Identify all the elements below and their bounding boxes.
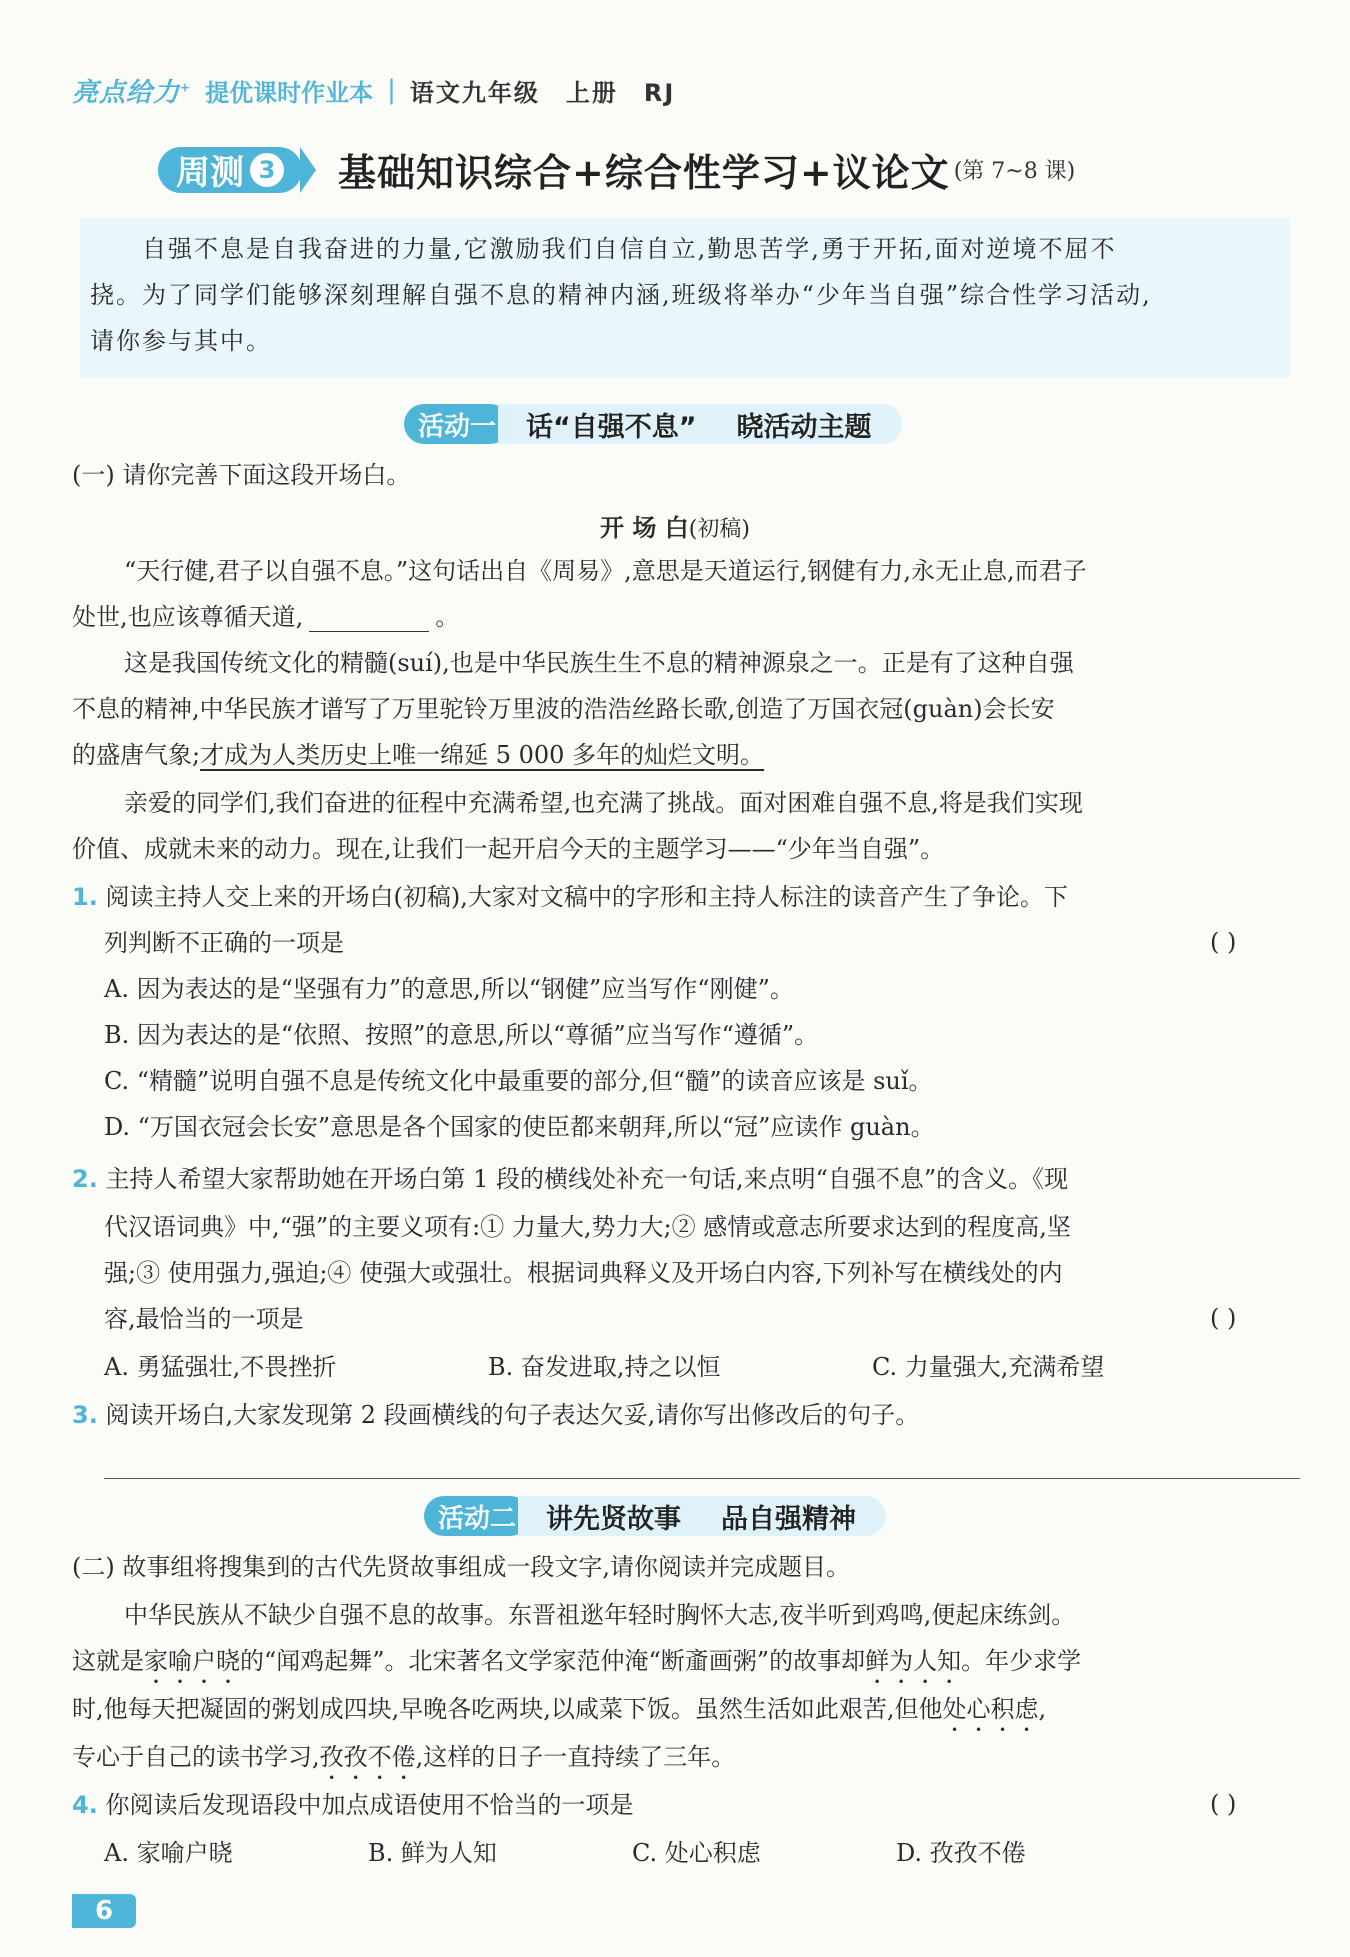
question-2: 2. 主持人希望大家帮助她在开场白第 1 段的横线处补充一句话,来点明“自强不息”的含义。《现 bbox=[72, 1165, 1069, 1193]
draft-para: 价值、成就未来的动力。现在,让我们一起开启今天的主题学习——“少年当自强”。 bbox=[72, 835, 945, 863]
option-d: D. “万国衣冠会长安”意思是各个国家的使臣都来朝拜,所以“冠”应读作 guàn。 bbox=[104, 1113, 935, 1141]
section-heading: (二) 故事组将搜集到的古代先贤故事组成一段文字,请你阅读并完成题目。 bbox=[72, 1553, 850, 1581]
subject-info: 语文九年级 上册 RJ bbox=[409, 78, 676, 107]
header-separator: | bbox=[387, 75, 396, 105]
dotted-idiom: 鲜为人知 bbox=[865, 1647, 962, 1675]
title-text: 基础知识综合+综合性学习+议论文 bbox=[338, 150, 950, 195]
activity-one-banner bbox=[404, 404, 902, 444]
answer-line[interactable] bbox=[104, 1478, 1300, 1479]
option-b: B. 因为表达的是“依照、按照”的意思,所以“尊循”应当写作“遵循”。 bbox=[104, 1021, 819, 1049]
story-para: 时,他每天把凝固的粥划成四块,早晚各吃两块,以咸菜下饭。虽然生活如此艰苦,但他处心积虑, bbox=[72, 1695, 1047, 1723]
activity-name: 话“自强不息” 晓活动主题 bbox=[498, 404, 902, 444]
activity-name: 讲先贤故事 品自强精神 bbox=[518, 1496, 886, 1536]
question-1-line: 列判断不正确的一项是 bbox=[104, 929, 344, 957]
story-para: 专心于自己的读书学习,孜孜不倦,这样的日子一直持续了三年。 bbox=[72, 1743, 736, 1771]
page-header bbox=[72, 70, 701, 110]
intro-line: 挠。为了同学们能够深刻理解自强不息的精神内涵,班级将举办“少年当自强”综合性学习活动, bbox=[90, 281, 1152, 309]
intro-line: 请你参与其中。 bbox=[90, 327, 272, 355]
question-2-line: 容,最恰当的一项是 bbox=[104, 1305, 304, 1333]
series-name: 提优课时作业本 bbox=[205, 78, 374, 107]
draft-para: “天行健,君子以自强不息。”这句话出自《周易》,意思是天道运行,钢健有力,永无止息,而君子 bbox=[124, 557, 1087, 585]
answer-parens[interactable]: ( ) bbox=[1210, 1304, 1237, 1332]
draft-title: 开 场 白(初稿) bbox=[600, 513, 750, 542]
underlined-sentence: 才成为人类历史上唯一绵延 5 000 多年的灿烂文明。 bbox=[200, 741, 765, 769]
question-2-line: 代汉语词典》中,“强”的主要义项有:① 力量大,势力大;② 感情或意志所要求达到的程度高,坚 bbox=[104, 1213, 1071, 1241]
intro-box bbox=[80, 218, 1290, 378]
question-4: 4. 你阅读后发现语段中加点成语使用不恰当的一项是 bbox=[72, 1791, 634, 1819]
q4-options: A. 家喻户晓 B. 鲜为人知 C. 处心积虑 D. 孜孜不倦 bbox=[104, 1839, 1026, 1867]
answer-blank[interactable] bbox=[309, 609, 429, 632]
draft-para: 处世,也应该尊循天道, 。 bbox=[72, 603, 460, 631]
week-test-badge: 周测 3 bbox=[158, 147, 302, 193]
section-heading: (一) 请你完善下面这段开场白。 bbox=[72, 461, 411, 489]
answer-parens[interactable]: ( ) bbox=[1210, 1790, 1237, 1818]
question-2-line: 强;③ 使用强力,强迫;④ 使强大或强壮。根据词典释义及开场白内容,下列补写在横线处的内 bbox=[104, 1259, 1063, 1287]
q2-options: A. 勇猛强壮,不畏挫折 B. 奋发进取,持之以恒 C. 力量强大,充满希望 bbox=[104, 1353, 1105, 1381]
question-3: 3. 阅读开场白,大家发现第 2 段画横线的句子表达欠妥,请你写出修改后的句子。 bbox=[72, 1401, 920, 1429]
brand-logo: 亮点给力+ bbox=[72, 77, 192, 108]
story-para: 这就是家喻户晓的“闻鸡起舞”。北宋著名文学家范仲淹“断齑画粥”的故事却鲜为人知。年少求学 bbox=[72, 1647, 1082, 1675]
activity-tag: 活动一 bbox=[404, 404, 510, 444]
option-c: C. “精髓”说明自强不息是传统文化中最重要的部分,但“髓”的读音应该是 suǐ。 bbox=[104, 1067, 933, 1095]
dotted-idiom: 处心积虑 bbox=[942, 1695, 1039, 1723]
option-a: A. 因为表达的是“坚强有力”的意思,所以“钢健”应当写作“刚健”。 bbox=[104, 975, 794, 1003]
draft-para: 这是我国传统文化的精髓(suí),也是中华民族生生不息的精神源泉之一。正是有了这种自强 bbox=[124, 649, 1074, 677]
draft-para: 不息的精神,中华民族才谱写了万里驼铃万里波的浩浩丝路长歌,创造了万国衣冠(guàn)会长安 bbox=[72, 695, 1055, 723]
story-para: 中华民族从不缺少自强不息的故事。东晋祖逖年轻时胸怀大志,夜半听到鸡鸣,便起床练剑。 bbox=[124, 1601, 1076, 1629]
intro-line: 自强不息是自我奋进的力量,它激励我们自信自立,勤思苦学,勇于开拓,面对逆境不屈不 bbox=[142, 235, 1117, 263]
dotted-idiom: 家喻户晓 bbox=[144, 1647, 240, 1675]
question-1: 1. 阅读主持人交上来的开场白(初稿),大家对文稿中的字形和主持人标注的读音产生了争论。下 bbox=[72, 883, 1068, 911]
page-number: 6 bbox=[72, 1894, 136, 1928]
badge-arrow-icon bbox=[300, 147, 316, 193]
dotted-idiom: 孜孜不倦 bbox=[319, 1743, 416, 1771]
test-title bbox=[158, 142, 1075, 197]
activity-two-banner bbox=[424, 1496, 886, 1536]
activity-tag: 活动二 bbox=[424, 1496, 530, 1536]
draft-para: 亲爱的同学们,我们奋进的征程中充满希望,也充满了挑战。面对困难自强不息,将是我们实现 bbox=[124, 789, 1083, 817]
draft-para: 的盛唐气象;才成为人类历史上唯一绵延 5 000 多年的灿烂文明。 bbox=[72, 741, 765, 769]
answer-parens[interactable]: ( ) bbox=[1210, 928, 1237, 956]
title-note: (第 7~8 课) bbox=[953, 159, 1076, 184]
